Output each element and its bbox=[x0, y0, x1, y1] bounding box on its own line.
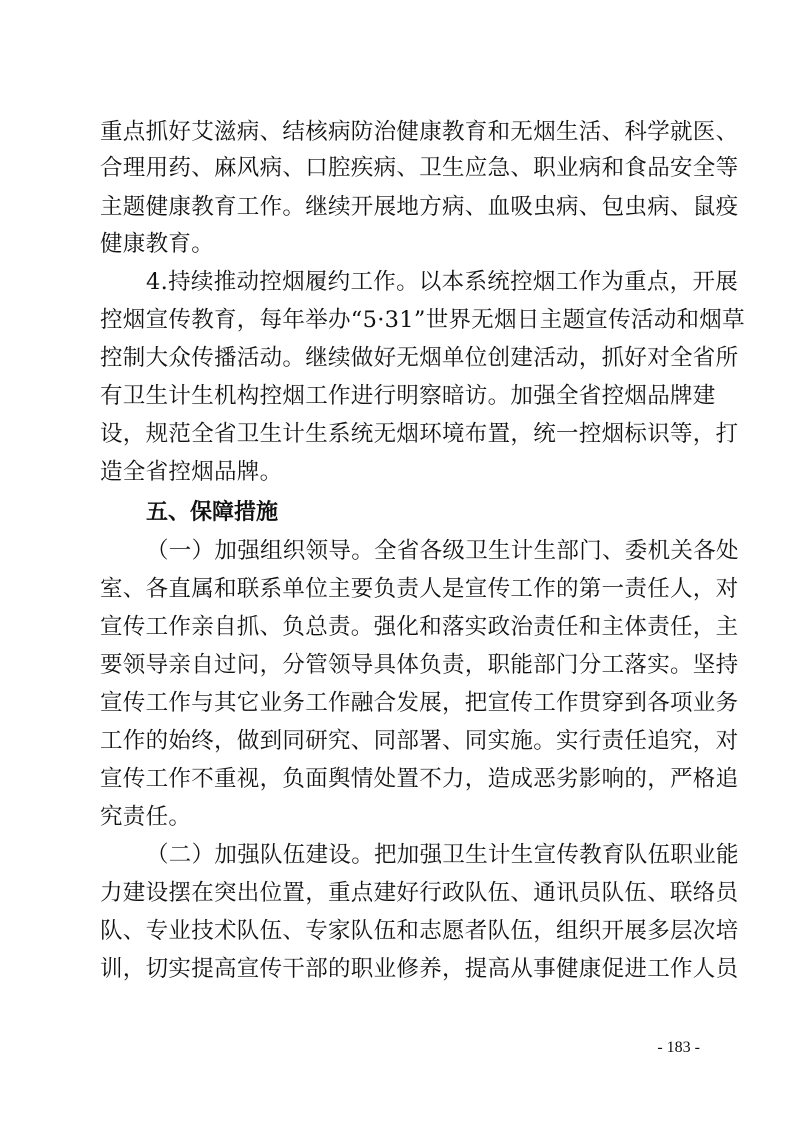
page-number: - 183 - bbox=[657, 1039, 700, 1056]
paragraph-1-line-3: 主题健康教育工作。继续开展地方病、血吸虫病、包虫病、鼠疫 bbox=[100, 194, 739, 220]
section-heading: 五、保障措施 bbox=[146, 500, 279, 525]
paragraph-4-line-1: （二）加强队伍建设。把加强卫生计生宣传教育队伍职业能 bbox=[146, 842, 739, 868]
paragraph-2-line-2: 控烟宣传教育，每年举办“5·31”世界无烟日主题宣传活动和烟草 bbox=[100, 307, 745, 333]
paragraph-2-line-3: 控制大众传播活动。继续做好无烟单位创建活动，抓好对全省所 bbox=[100, 345, 739, 371]
paragraph-3-line-1: （一）加强组织领导。全省各级卫生计生部门、委机关各处 bbox=[146, 538, 739, 564]
paragraph-3-line-2: 室、各直属和联系单位主要负责人是宣传工作的第一责任人，对 bbox=[100, 576, 739, 602]
paragraph-3-line-7: 宣传工作不重视，负面舆情处置不力，造成恶劣影响的，严格追 bbox=[100, 766, 739, 792]
paragraph-2-line-4: 有卫生计生机构控烟工作进行明察暗访。加强全省控烟品牌建 bbox=[100, 383, 716, 409]
paragraph-1-line-2: 合理用药、麻风病、口腔疾病、卫生应急、职业病和食品安全等 bbox=[100, 155, 739, 181]
paragraph-3-line-4: 要领导亲自过问，分管领导具体负责，职能部门分工落实。坚持 bbox=[100, 652, 739, 678]
paragraph-3-line-5: 宣传工作与其它业务工作融合发展，把宣传工作贯穿到各项业务 bbox=[100, 690, 739, 716]
paragraph-4-line-2: 力建设摆在突出位置，重点建好行政队伍、通讯员队伍、联络员 bbox=[100, 880, 739, 906]
paragraph-3-line-6: 工作的始终，做到同研究、同部署、同实施。实行责任追究，对 bbox=[100, 728, 739, 754]
paragraph-1-line-1: 重点抓好艾滋病、结核病防治健康教育和无烟生活、科学就医、 bbox=[100, 119, 739, 145]
paragraph-2-line-6: 造全省控烟品牌。 bbox=[100, 459, 283, 485]
paragraph-4-line-3: 队、专业技术队伍、专家队伍和志愿者队伍，组织开展多层次培 bbox=[100, 918, 739, 944]
paragraph-1-line-4: 健康教育。 bbox=[100, 231, 215, 257]
paragraph-3-line-3: 宣传工作亲自抓、负总责。强化和落实政治责任和主体责任，主 bbox=[100, 614, 739, 640]
paragraph-3-line-8: 究责任。 bbox=[100, 804, 192, 830]
paragraph-4-line-4: 训，切实提高宣传干部的职业修养，提高从事健康促进工作人员 bbox=[100, 956, 739, 982]
paragraph-2-line-5: 设，规范全省卫生计生系统无烟环境布置，统一控烟标识等，打 bbox=[100, 421, 739, 447]
paragraph-2-line-1: 4.持续推动控烟履约工作。以本系统控烟工作为重点，开展 bbox=[146, 269, 739, 295]
